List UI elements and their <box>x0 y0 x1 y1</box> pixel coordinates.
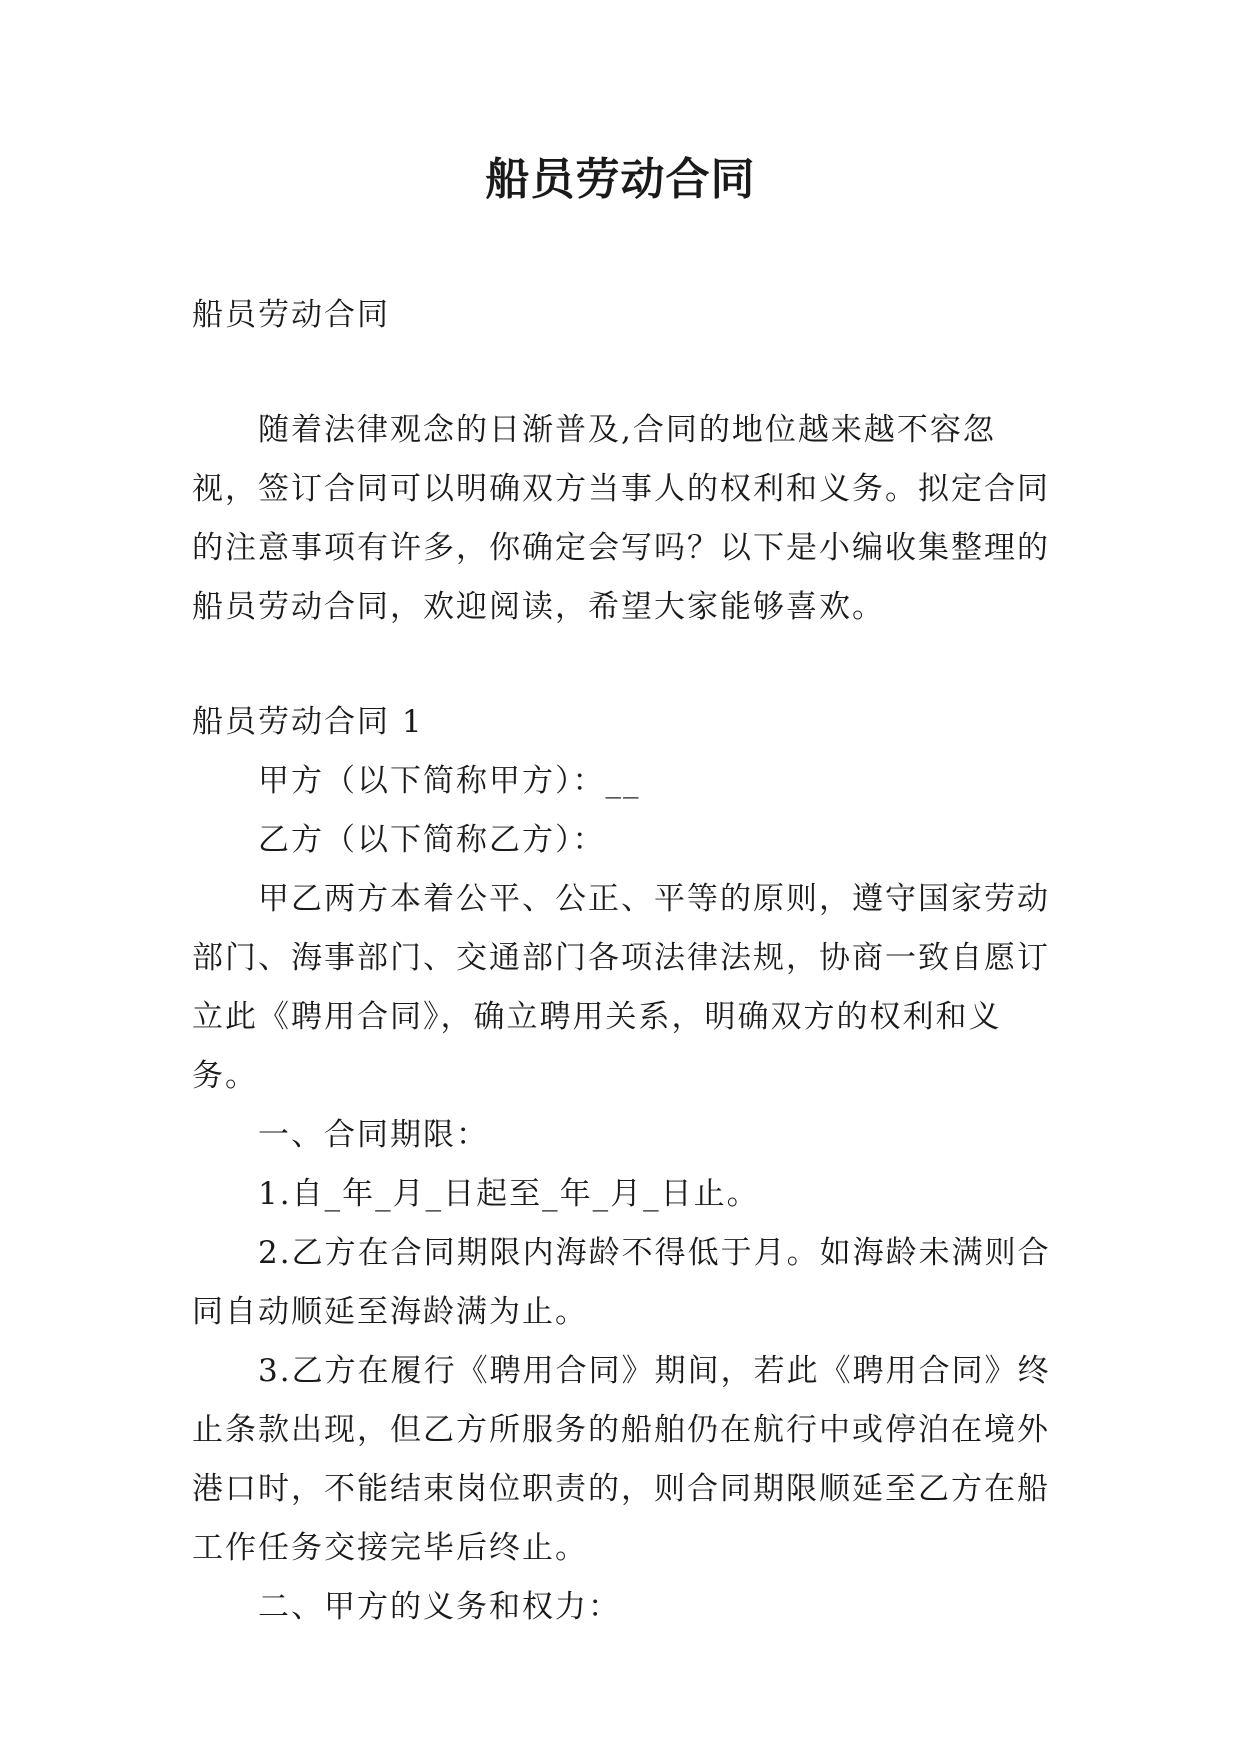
contract-heading: 船员劳动合同 1 <box>192 704 424 740</box>
clause-1-3: 3.乙方在履行《聘用合同》期间，若此《聘用合同》终止条款出现，但乙方所服务的船舶仍在航行中或停泊在境外港口时，不能结束岗位职责的，则合同期限顺延至乙方在船工作任务交接完毕后终止。 <box>192 1353 1051 1566</box>
preamble-paragraph: 甲乙两方本着公平、公正、平等的原则，遵守国家劳动部门、海事部门、交通部门各项法律法规，协商一致自愿订立此《聘用合同》，确立聘用关系，明确双方的权利和义务。 <box>192 881 1050 1094</box>
section-2-heading: 二、甲方的义务和权力： <box>258 1589 621 1625</box>
intro-paragraph: 随着法律观念的日渐普及,合同的地位越来越不容忽视，签订合同可以明确双方当事人的权利和义务。拟定合同的注意事项有许多，你确定会写吗？以下是小编收集整理的船员劳动合同，欢迎阅读，希望大家能够喜欢。 <box>192 412 1050 625</box>
document-body <box>192 286 1052 1637</box>
section-1-heading: 一、合同期限： <box>258 1117 489 1153</box>
document-title: 船员劳动合同 <box>485 154 756 205</box>
party-a-line: 甲方（以下简称甲方）：__ <box>258 763 641 799</box>
clause-1-1: 1.自_年_月_日起至_年_月_日止。 <box>258 1176 760 1212</box>
clause-1-2: 2.乙方在合同期限内海龄不得低于月。如海龄未满则合同自动顺延至海龄满为止。 <box>192 1235 1051 1330</box>
document-subtitle: 船员劳动合同 <box>192 297 390 333</box>
party-b-line: 乙方（以下简称乙方）： <box>258 822 606 858</box>
